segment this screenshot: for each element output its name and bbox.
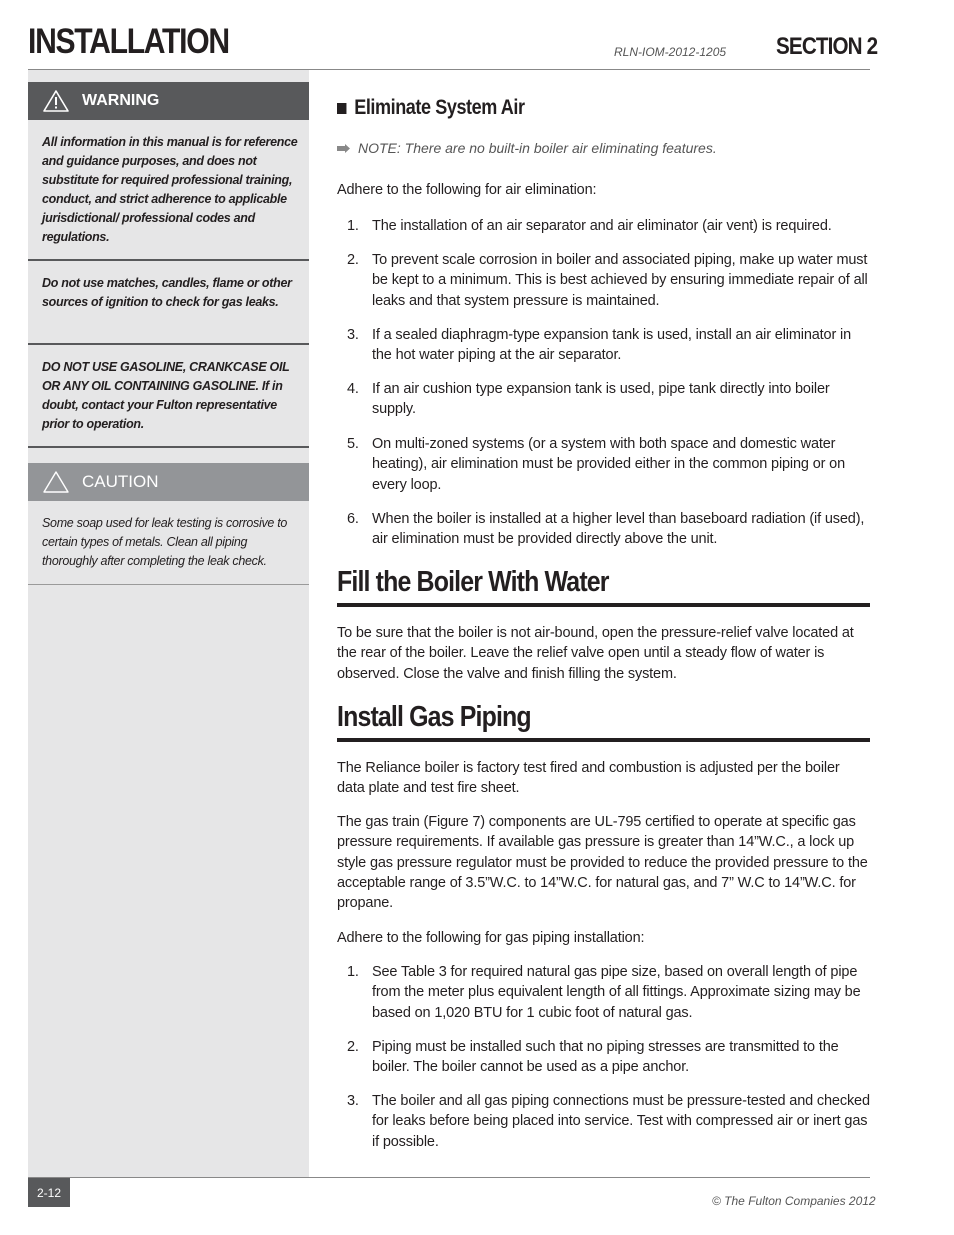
warning-text-ignition: Do not use matches, candles, flame or other sources of ignition to check for gas leaks. (42, 276, 292, 309)
fill-boiler-text: To be sure that the boiler is not air-bound, open the pressure-relief valve located at the rear of the boiler. Leave the relief valve open until a steady flow of water is observed. Close the valve and finish filling the system. (337, 625, 854, 682)
footer-divider (28, 1177, 870, 1178)
caution-header (28, 463, 309, 501)
heading-rule (337, 738, 870, 742)
gas-piping-para-2: The gas train (Figure 7) components are UL-795 certified to operate at specific gas pressure requirements. If available gas pressure is greater than 14”W.C., a lock up style gas pressure regulator must be provided to reduce the provided pressure to the acceptable range of 3.5”W.C. to 14”W.C. for natural gas, and 7” W.C to 14”W.C. for propane. (337, 814, 868, 912)
warning-triangle-icon (42, 89, 70, 113)
gas-piping-intro: Adhere to the following for gas piping installation: (337, 930, 645, 946)
page-number: 2-12 (28, 1178, 70, 1207)
square-bullet-icon (337, 103, 346, 114)
note (337, 140, 717, 156)
air-intro: Adhere to the following for air elimination: (337, 182, 597, 198)
fill-boiler-heading: Fill the Boiler With Water (337, 566, 609, 598)
caution-divider (28, 584, 309, 585)
warning-divider (28, 259, 309, 261)
note-text: NOTE: There are no built-in boiler air eliminating features. (358, 140, 717, 156)
heading-rule (337, 603, 870, 607)
warning-text-reference: All information in this manual is for reference and guidance purposes, and does not substitute for required professional training, conduct, and strict adherence to applicable jurisdictional/ professional codes and regulations. (42, 135, 298, 244)
caution-label: CAUTION (82, 472, 159, 491)
warning-divider (28, 343, 309, 345)
document-code: RLN-IOM-2012-1205 (614, 45, 727, 59)
page-title: INSTALLATION (28, 22, 229, 61)
sidebar (28, 70, 309, 1178)
warning-text-gasoline: DO NOT USE GASOLINE, CRANKCASE OIL OR ANY OIL CONTAINING GASOLINE. If in doubt, contact your Fulton representative prior to operation. (42, 360, 290, 431)
gas-piping-heading: Install Gas Piping (337, 701, 531, 733)
warning-header (28, 82, 309, 120)
arrow-right-icon (337, 144, 350, 153)
warning-label: WARNING (82, 92, 160, 109)
warning-divider (28, 446, 309, 448)
caution-text: Some soap used for leak testing is corrosive to certain types of metals. Clean all piping thoroughly after completing the leak check. (42, 516, 288, 568)
caution-triangle-icon (42, 470, 70, 494)
section-label: SECTION 2 (776, 33, 878, 60)
eliminate-air-heading: Eliminate System Air (337, 96, 525, 120)
gas-piping-para-1: The Reliance boiler is factory test fired and combustion is adjusted per the boiler data plate and test fire sheet. (337, 760, 840, 797)
copyright: © The Fulton Companies 2012 (712, 1194, 876, 1208)
